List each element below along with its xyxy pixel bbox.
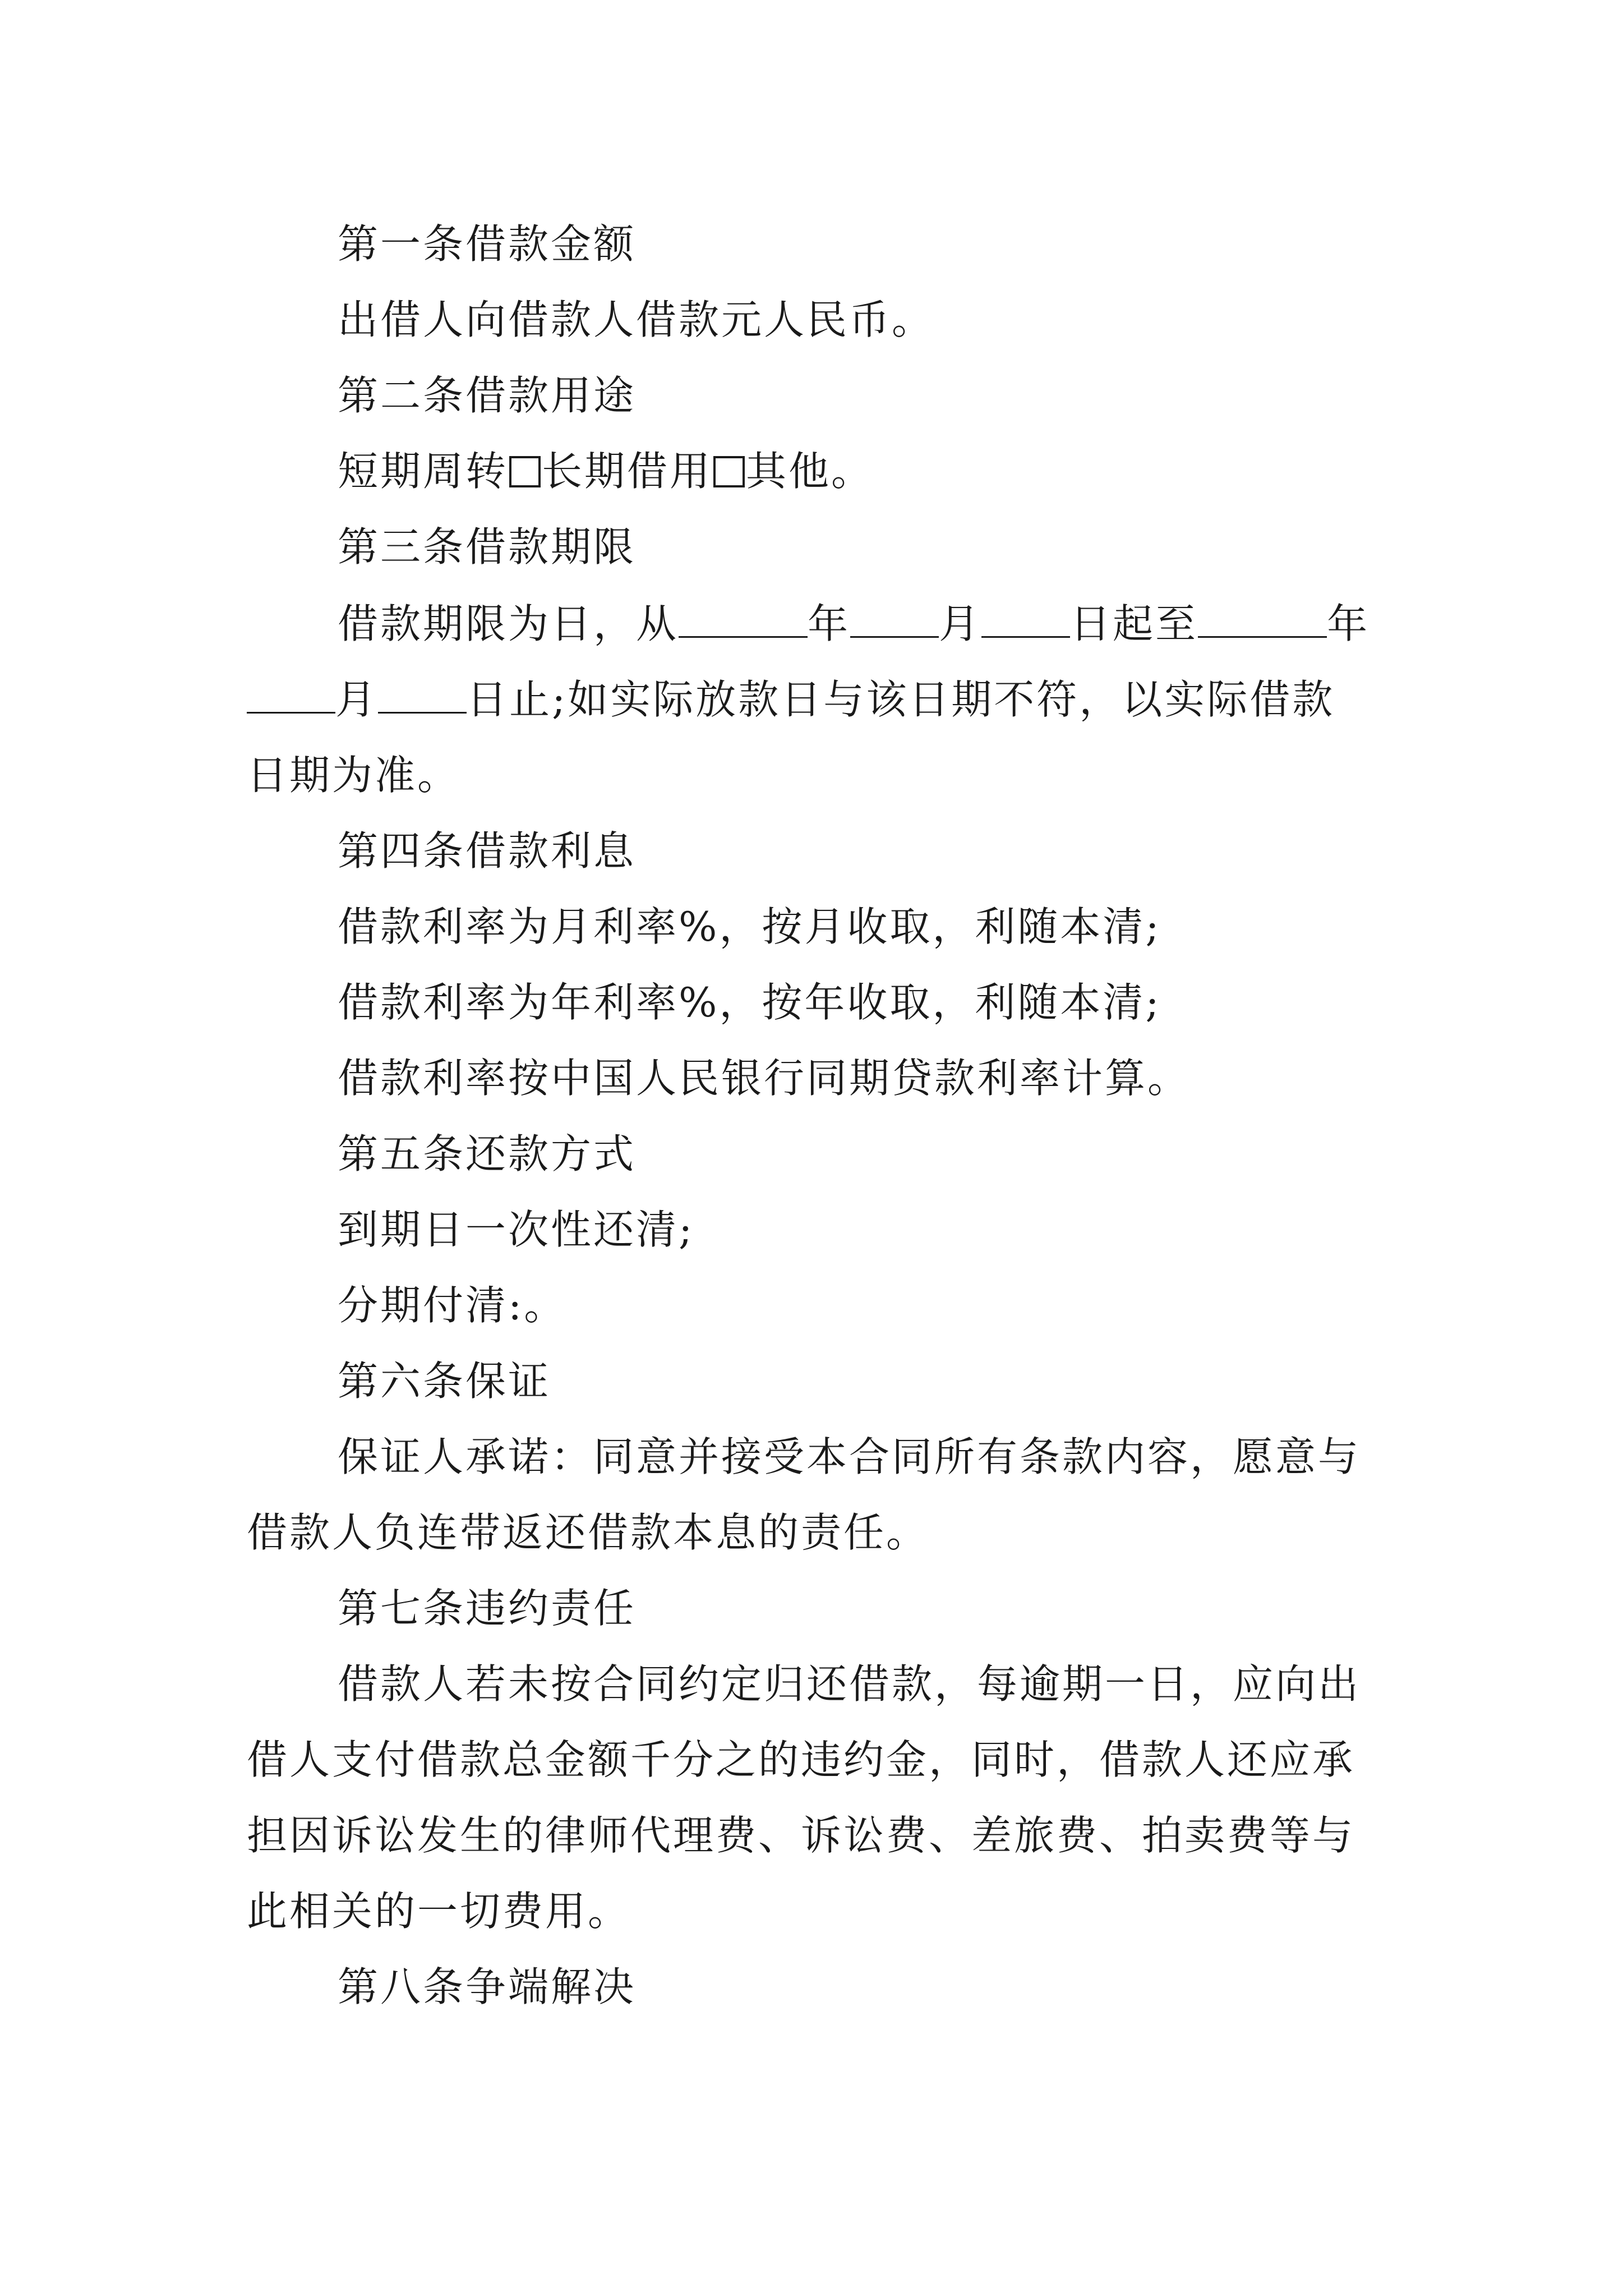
article-3-line-2 [247, 671, 1335, 728]
article-5-item: 分期付清:。 [338, 1282, 567, 1329]
article-6-line-2: 借款人负连带返还借款本息的责任。 [247, 1509, 929, 1556]
article-7-line-3: 担因诉讼发生的律师代理费、诉讼费、差旅费、拍卖费等与 [247, 1812, 1355, 1859]
term-text-c: 月 [939, 600, 982, 647]
article-4-heading: 第四条借款利息 [338, 827, 637, 875]
term-text-e: 年 [1327, 600, 1370, 647]
term-text-b: 年 [808, 600, 851, 647]
article-4-item: 借款利率按中国人民银行同期贷款利率计算。 [338, 1055, 1191, 1102]
option-other: 其他。 [746, 448, 874, 495]
article-4-item: 借款利率为月利率%，按月收取，利随本清; [338, 903, 1161, 950]
end-day-blank[interactable] [378, 673, 467, 714]
term-text-g: 日止;如实际放款日与该日期不符，以实际借款 [467, 676, 1335, 723]
article-2-options [338, 443, 874, 499]
end-month-blank[interactable] [247, 673, 335, 714]
start-day-blank[interactable] [981, 597, 1070, 638]
option-short-term: 短期周转 [338, 448, 509, 495]
article-7-line-2: 借人支付借款总金额千分之的违约金，同时，借款人还应承 [247, 1736, 1355, 1783]
article-5-item: 到期日一次性还清; [338, 1206, 695, 1253]
option-long-term: 长期借用 [542, 448, 713, 495]
article-5-heading: 第五条还款方式 [338, 1130, 637, 1177]
start-month-blank[interactable] [850, 597, 939, 638]
article-7-heading: 第七条违约责任 [338, 1585, 637, 1632]
article-1-text: 出借人向借款人借款元人民币。 [338, 296, 935, 343]
article-3-line-3: 日期为准。 [247, 752, 460, 799]
article-4-item: 借款利率为年利率%，按年收取，利随本清; [338, 979, 1161, 1026]
end-year-blank[interactable] [1198, 597, 1327, 638]
article-3-heading: 第三条借款期限 [338, 523, 637, 570]
term-text-d: 日起至 [1070, 600, 1198, 647]
article-1-heading: 第一条借款金额 [338, 220, 637, 268]
start-year-blank[interactable] [679, 597, 808, 638]
article-7-line-4: 此相关的一切费用。 [247, 1888, 631, 1935]
term-text-f: 月 [335, 676, 379, 723]
term-text-a: 借款期限为日，从 [338, 600, 679, 647]
article-6-heading: 第六条保证 [338, 1358, 551, 1405]
article-3-line-1 [338, 596, 1370, 652]
checkbox-long-term[interactable] [509, 456, 541, 487]
article-2-heading: 第二条借款用途 [338, 372, 637, 419]
article-7-line-1: 借款人若未按合同约定归还借款，每逾期一日，应向出 [338, 1660, 1361, 1708]
article-8-heading: 第八条争端解决 [338, 1963, 637, 2010]
checkbox-other[interactable] [713, 456, 745, 487]
article-6-line-1: 保证人承诺：同意并接受本合同所有条款内容，愿意与 [338, 1433, 1361, 1480]
